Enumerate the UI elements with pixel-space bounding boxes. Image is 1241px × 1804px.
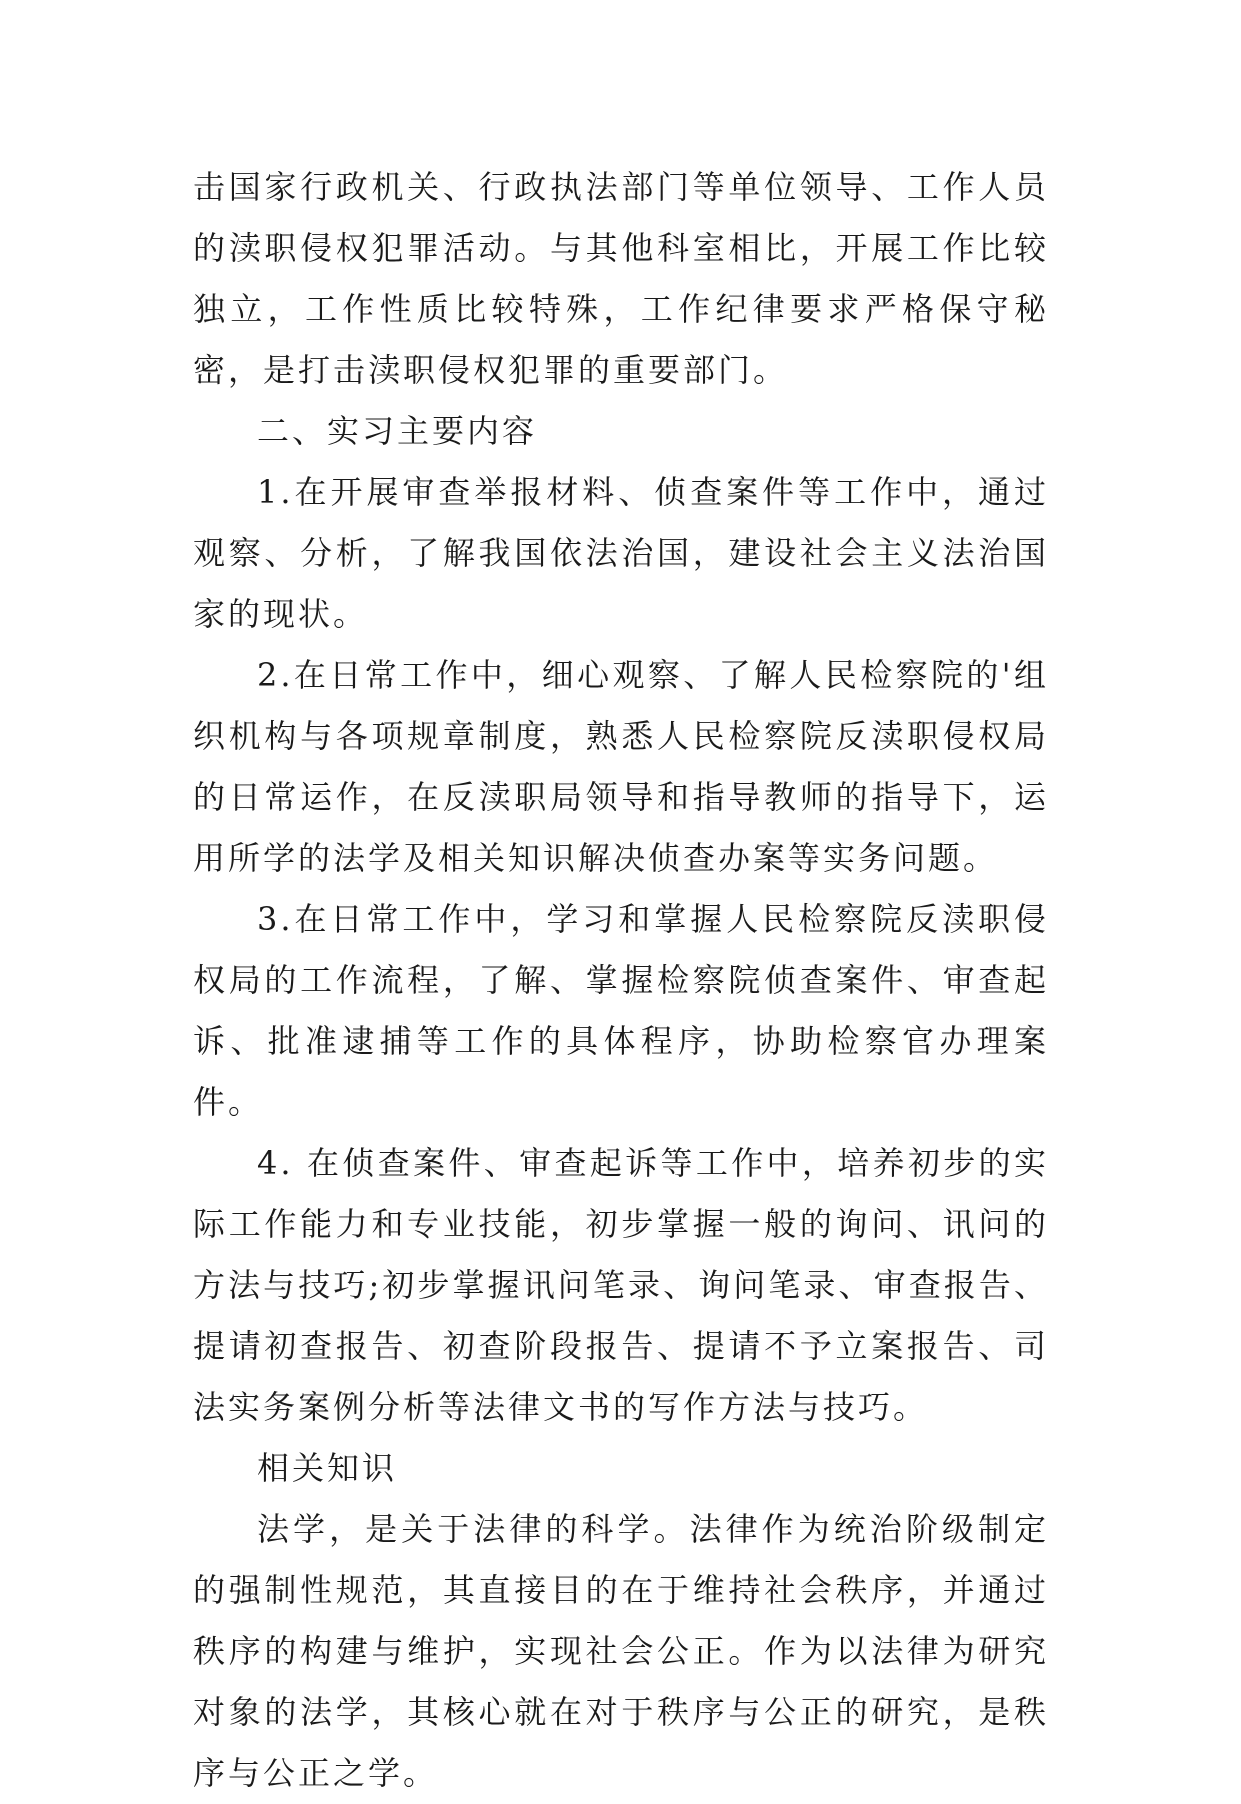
- list-item-1: 1.在开展审查举报材料、侦查案件等工作中，通过观察、分析，了解我国依法治国，建设社会主义法治国家的现状。: [193, 473, 1049, 633]
- paragraph-continuation: 击国家行政机关、行政执法部门等单位领导、工作人员的渎职侵权犯罪活动。与其他科室相比，开展工作比较独立，工作性质比较特殊，工作纪律要求严格保守秘密，是打击渎职侵权犯罪的重要部门。: [193, 168, 1049, 389]
- section-heading-related-knowledge: 相关知识: [257, 1449, 398, 1487]
- section-heading-internship-content: 二、实习主要内容: [257, 412, 538, 450]
- list-item-2: 2.在日常工作中，细心观察、了解人民检察院的'组织机构与各项规章制度，熟悉人民检察院反渎职侵权局的日常运作，在反渎职局领导和指导教师的指导下，运用所学的法学及相关知识解决侦查办案等实务问题。: [193, 656, 1049, 877]
- list-item-3: 3.在日常工作中，学习和掌握人民检察院反渎职侵权局的工作流程，了解、掌握检察院侦查案件、审查起诉、批准逮捕等工作的具体程序，协助检察官办理案件。: [193, 900, 1049, 1121]
- document-body: [193, 157, 1049, 1804]
- list-item-4: 4. 在侦查案件、审查起诉等工作中，培养初步的实际工作能力和专业技能，初步掌握一般的询问、讯问的方法与技巧;初步掌握讯问笔录、询问笔录、审查报告、提请初查报告、初查阶段报告、提请不予立案报告、司法实务案例分析等法律文书的写作方法与技巧。: [193, 1144, 1049, 1426]
- paragraph-law-definition: 法学，是关于法律的科学。法律作为统治阶级制定的强制性规范，其直接目的在于维持社会秩序，并通过秩序的构建与维护，实现社会公正。作为以法律为研究对象的法学，其核心就在对于秩序与公正的研究，是秩序与公正之学。: [193, 1510, 1049, 1792]
